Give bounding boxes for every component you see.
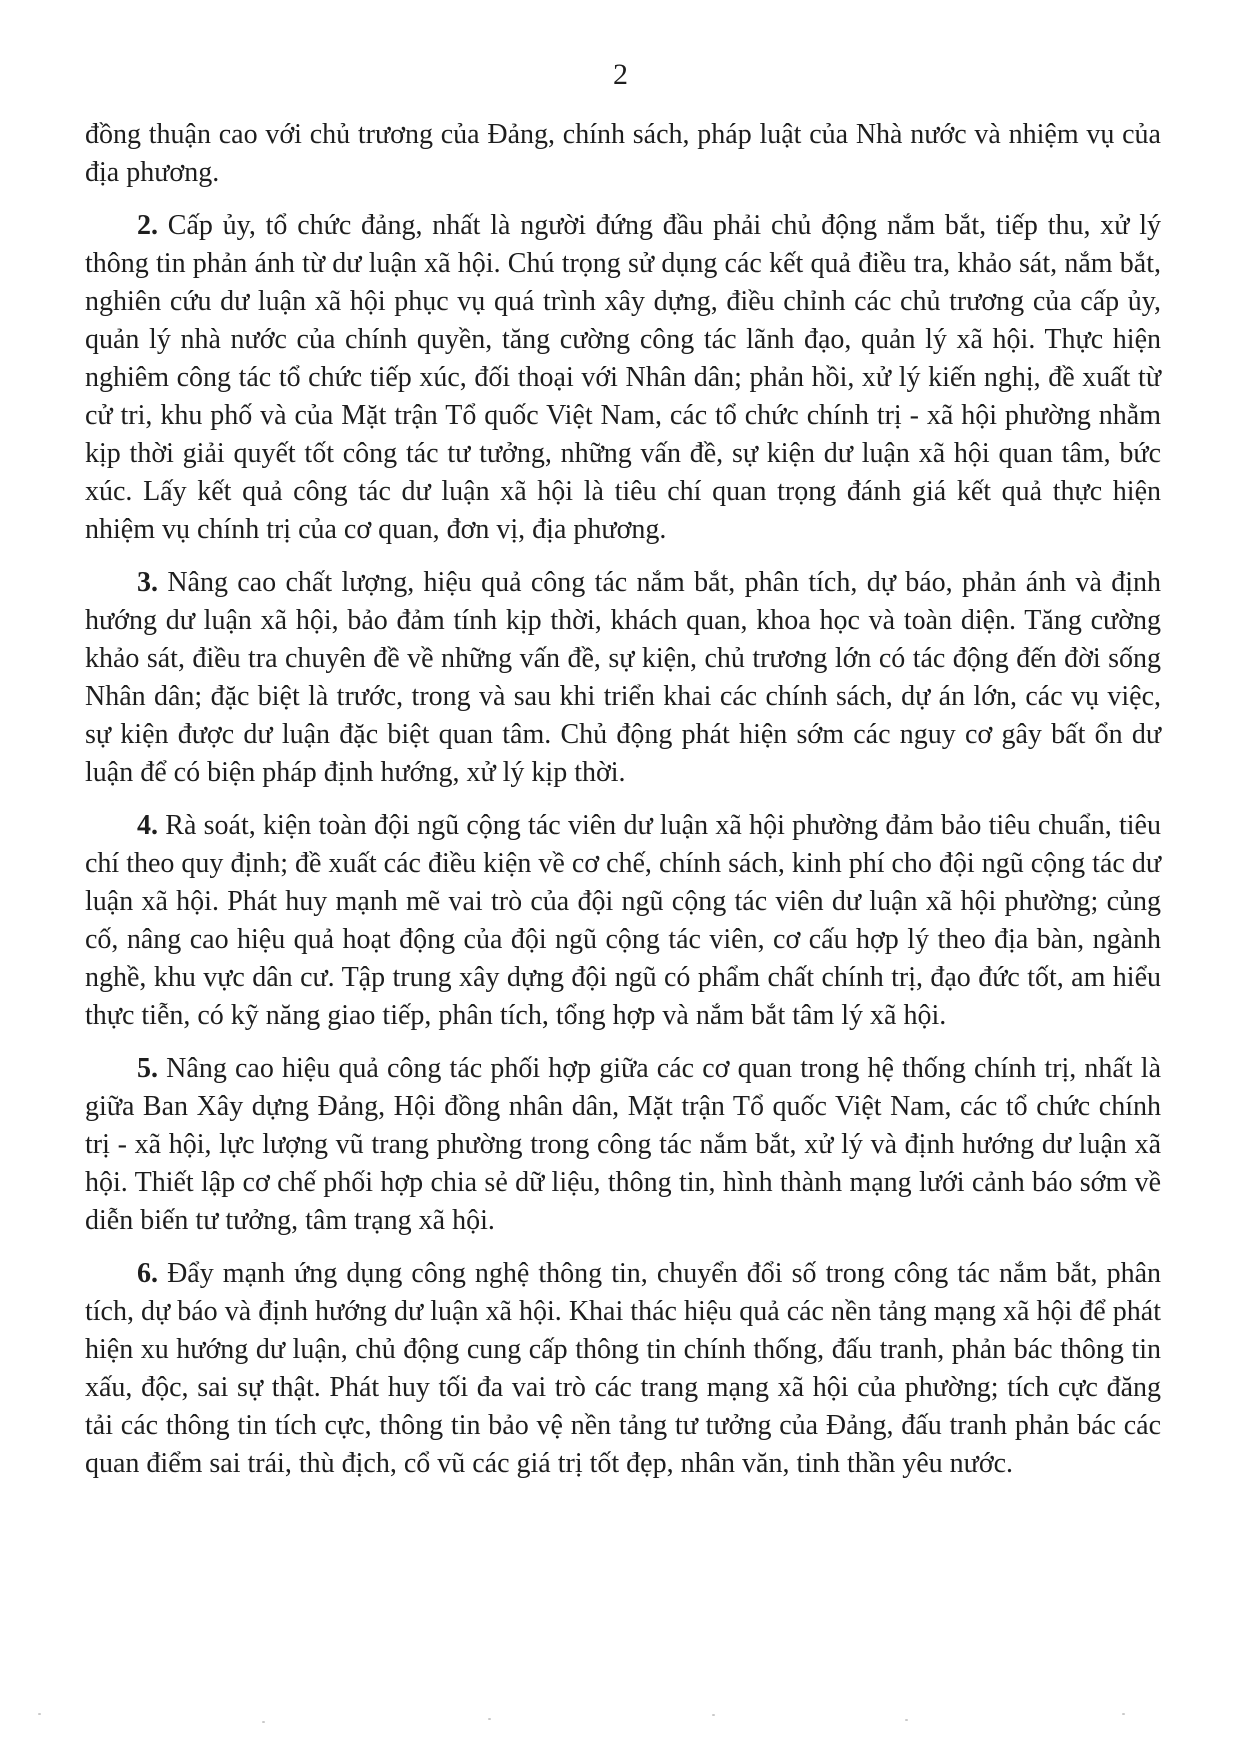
scan-artifact [262, 1721, 265, 1723]
document-body [85, 116, 1161, 1498]
page-number: 2 [613, 58, 628, 91]
scan-artifact [1122, 1713, 1125, 1715]
scan-artifact [38, 1713, 41, 1715]
paragraph-4 [85, 807, 1161, 1035]
paragraph-2 [85, 207, 1161, 549]
paragraph-number: 4. [137, 810, 158, 841]
paragraph-number: 6. [137, 1258, 158, 1289]
paragraph-text: Đẩy mạnh ứng dụng công nghệ thông tin, chuyển đổi số trong công tác nắm bắt, phân tích, dự báo và định hướng dư luận xã hội. Khai thác hiệu quả các nền tảng mạng xã hội để phát hiện xu hướng dư luận, chủ động cung cấp thông tin chính thống, đấu tranh, phản bác thông tin xấu, độc, sai sự thật. Phát huy tối đa vai trò các trang mạng xã hội của phường; tích cực đăng tải các thông tin tích cực, thông tin bảo vệ nền tảng tư tưởng của Đảng, đấu tranh phản bác các quan điểm sai trái, thù địch, cổ vũ các giá trị tốt đẹp, nhân văn, tinh thần yêu nước. [85, 1258, 1162, 1479]
paragraph-text: Cấp ủy, tổ chức đảng, nhất là người đứng đầu phải chủ động nắm bắt, tiếp thu, xử lý thông tin phản ánh từ dư luận xã hội. Chú trọng sử dụng các kết quả điều tra, khảo sát, nắm bắt, nghiên cứu dư luận xã hội phục vụ quá trình xây dựng, điều chỉnh các chủ trương của cấp ủy, quản lý nhà nước của chính quyền, tăng cường công tác lãnh đạo, quản lý xã hội. Thực hiện nghiêm công tác tổ chức tiếp xúc, đối thoại với Nhân dân; phản hồi, xử lý kiến nghị, đề xuất từ cử tri, khu phố và của Mặt trận Tổ quốc Việt Nam, các tổ chức chính trị - xã hội phường nhằm kịp thời giải quyết tốt công tác tư tưởng, những vấn đề, sự kiện dư luận xã hội quan tâm, bức xúc. Lấy kết quả công tác dư luận xã hội là tiêu chí quan trọng đánh giá kết quả thực hiện nhiệm vụ chính trị của cơ quan, đơn vị, địa phương. [85, 210, 1162, 545]
paragraph-text: Nâng cao chất lượng, hiệu quả công tác nắm bắt, phân tích, dự báo, phản ánh và định hướng dư luận xã hội, bảo đảm tính kịp thời, khách quan, khoa học và toàn diện. Tăng cường khảo sát, điều tra chuyên đề về những vấn đề, sự kiện, chủ trương lớn có tác động đến đời sống Nhân dân; đặc biệt là trước, trong và sau khi triển khai các chính sách, dự án lớn, các vụ việc, sự kiện được dư luận đặc biệt quan tâm. Chủ động phát hiện sớm các nguy cơ gây bất ổn dư luận để có biện pháp định hướng, xử lý kịp thời. [85, 567, 1161, 788]
scan-artifact [488, 1718, 491, 1720]
paragraph-number: 2. [137, 210, 158, 241]
paragraph-number: 5. [137, 1053, 158, 1084]
paragraph-continuation [85, 116, 1161, 192]
paragraph-3 [85, 564, 1161, 792]
paragraph-number: 3. [137, 567, 158, 598]
scan-artifact [905, 1719, 908, 1721]
paragraph-text: Rà soát, kiện toàn đội ngũ cộng tác viên dư luận xã hội phường đảm bảo tiêu chuẩn, tiêu chí theo quy định; đề xuất các điều kiện về cơ chế, chính sách, kinh phí cho đội ngũ cộng tác dư luận xã hội. Phát huy mạnh mẽ vai trò của đội ngũ cộng tác viên dư luận xã hội phường; củng cố, nâng cao hiệu quả hoạt động của đội ngũ cộng tác viên, cơ cấu hợp lý theo địa bàn, ngành nghề, khu vực dân cư. Tập trung xây dựng đội ngũ có phẩm chất chính trị, đạo đức tốt, am hiểu thực tiễn, có kỹ năng giao tiếp, phân tích, tổng hợp và nắm bắt tâm lý xã hội. [85, 810, 1161, 1031]
paragraph-5 [85, 1050, 1161, 1240]
paragraph-text: Nâng cao hiệu quả công tác phối hợp giữa các cơ quan trong hệ thống chính trị, nhất là giữa Ban Xây dựng Đảng, Hội đồng nhân dân, Mặt trận Tổ quốc Việt Nam, các tổ chức chính trị - xã hội, lực lượng vũ trang phường trong công tác nắm bắt, xử lý và định hướng dư luận xã hội. Thiết lập cơ chế phối hợp chia sẻ dữ liệu, thông tin, hình thành mạng lưới cảnh báo sớm về diễn biến tư tưởng, tâm trạng xã hội. [85, 1053, 1162, 1236]
paragraph-6 [85, 1255, 1161, 1483]
scan-artifact [712, 1714, 715, 1716]
paragraph-text: đồng thuận cao với chủ trương của Đảng, chính sách, pháp luật của Nhà nước và nhiệm vụ của địa phương. [85, 119, 1161, 188]
